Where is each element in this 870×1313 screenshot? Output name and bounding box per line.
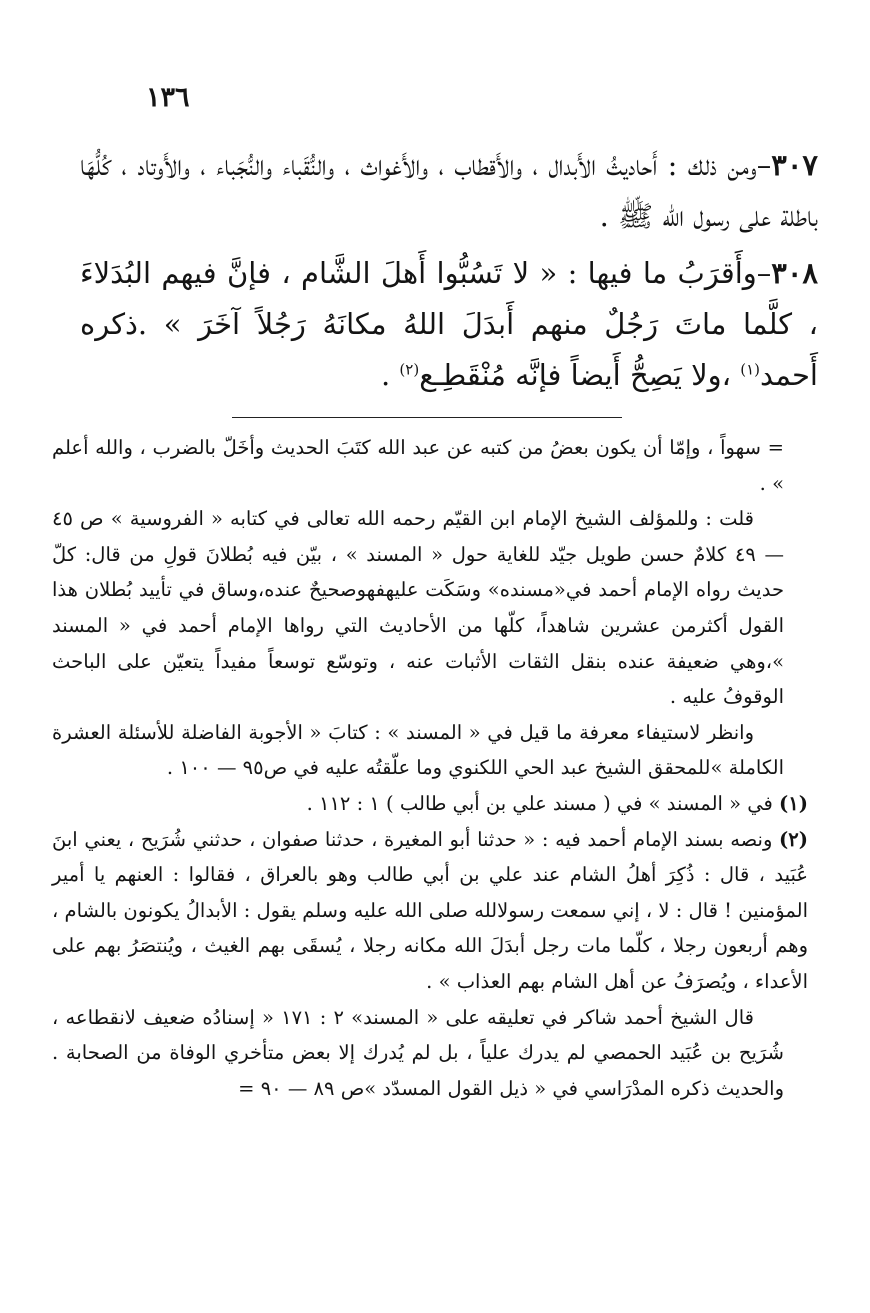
footnote-1 [52, 786, 808, 822]
footnote-ref-2: (٢) [399, 360, 420, 379]
footnote-paragraph: قال الشيخ أحمد شاكر في تعليقه على « المسند» ٢ : ١٧١ « إسنادُه ضعيف لانقطاعه ، شُرَيح بن عُبَيد الحمصي لم يدرك علياً ، بل لم يُدرك إلا بعض متأخري الوفاة من الصحابة . والحديث ذكره المدْرَاسي في « ذيل القول المسدّد »ص ٨٩ — ٩٠ = [52, 1005, 784, 1100]
item-307 [80, 140, 818, 242]
item-text: –ومن ذلك : أَحاديثُ الأَبدال ، والأَقطاب ، والأَغواث ، والنُّقَباء والنُّجَباء ، والأَوتاد ، كُلُّهَا باطلة على رسول الله ﷺ . [80, 148, 818, 233]
item-308 [80, 248, 818, 401]
footnote-text: في « المسند » في ( مسند علي بن أبي طالب ) ١ : ١١٢ . [306, 791, 780, 815]
main-text [80, 140, 818, 407]
footnote-ref-1: (١) [740, 360, 761, 379]
item-text: . [380, 358, 400, 392]
footnote-number: (٢) [779, 827, 808, 851]
footnote-continuation: = سهواً ، وإمّا أن يكون بعضُ من كتبه عن عبد الله كتَبَ الحديث وأخَلّ بالضرب ، والله أعلم » . [52, 436, 784, 495]
item-number: ٣٠٧ [771, 148, 818, 182]
page-number: ١٣٦ [146, 82, 190, 113]
item-number: ٣٠٨ [771, 256, 818, 290]
footnote-text: ونصه بسند الإمام أحمد فيه : « حدثنا أبو المغيرة ، حدثنا صفوان ، حدثني شُرَيح ، يعني ابنَ عُبَيد ، قال : ذُكِرَ أهلُ الشام عند علي بن أبي طالب وهو بالعراق ، فقالوا : العنهم يا أمير المؤمنين ! قال : لا ، إني سمعت رسولالله صلى الله عليه وسلم يقول : الأبدالُ يكونون بالشام ، وهم أربعون رجلا ، كلّما مات رجل أبدَلَ الله مكانه رجلا ، يُسقَى بهم الغيث ، ويُنتصَرُ بهم على الأعداء ، ويُصرَفُ عن أهل الشام بهم العذاب » . [52, 827, 808, 993]
footnote-paragraph: قلت : وللمؤلف الشيخ الإمام ابن القيّم رحمه الله تعالى في كتابه « الفروسية » ص ٤٥ — ٤٩ كلامٌ حسن طويل جيّد للغاية حول « المسند » ، بيّن فيه بُطلانَ قولِ من قال: كلّ حديث رواه الإمام أحمد في«مسنده» وسَكَت عليهفهوصحيحٌ عنده،وساق في تأييد بُطلان هذا القول أكثرمن عشرين شاهداً، كلّها من الأحاديث التي رواها الإمام أحمد في « المسند »،وهي ضعيفة عنده بنقل الثقات الأثبات عنه ، وتوسّع توسعاً مفيداً يتعيّن على الباحث الوقوفُ عليه . [52, 507, 784, 709]
footnotes [52, 430, 808, 1106]
item-text: ،ولا يَصِحُّ أَيضاً فإنَّه مُنْقَطِـع [419, 358, 741, 392]
footnote-2 [52, 822, 808, 1000]
footnote-paragraph: وانظر لاستيفاء معرفة ما قيل في « المسند » : كتابَ « الأجوبة الفاضلة للأسئلة العشرة الكاملة »للمحقق الشيخ عبد الحي اللكنوي وما علّقتُه عليه في ص٩٥ — ١٠٠ . [52, 720, 784, 780]
footnote-number: (١) [779, 791, 808, 815]
item-text: –وأَقرَبُ ما فيها : « لا تَسُبُّوا أَهلَ الشَّام ، فإنَّ فيهم البُدَلاءَ ، كلَّما ماتَ رَجُلٌ منهم أَبدَلَ اللهُ مكانَهُ رَجُلاً آخَرَ » .ذكره أَحمد [80, 256, 818, 392]
footnote-divider [232, 417, 622, 418]
